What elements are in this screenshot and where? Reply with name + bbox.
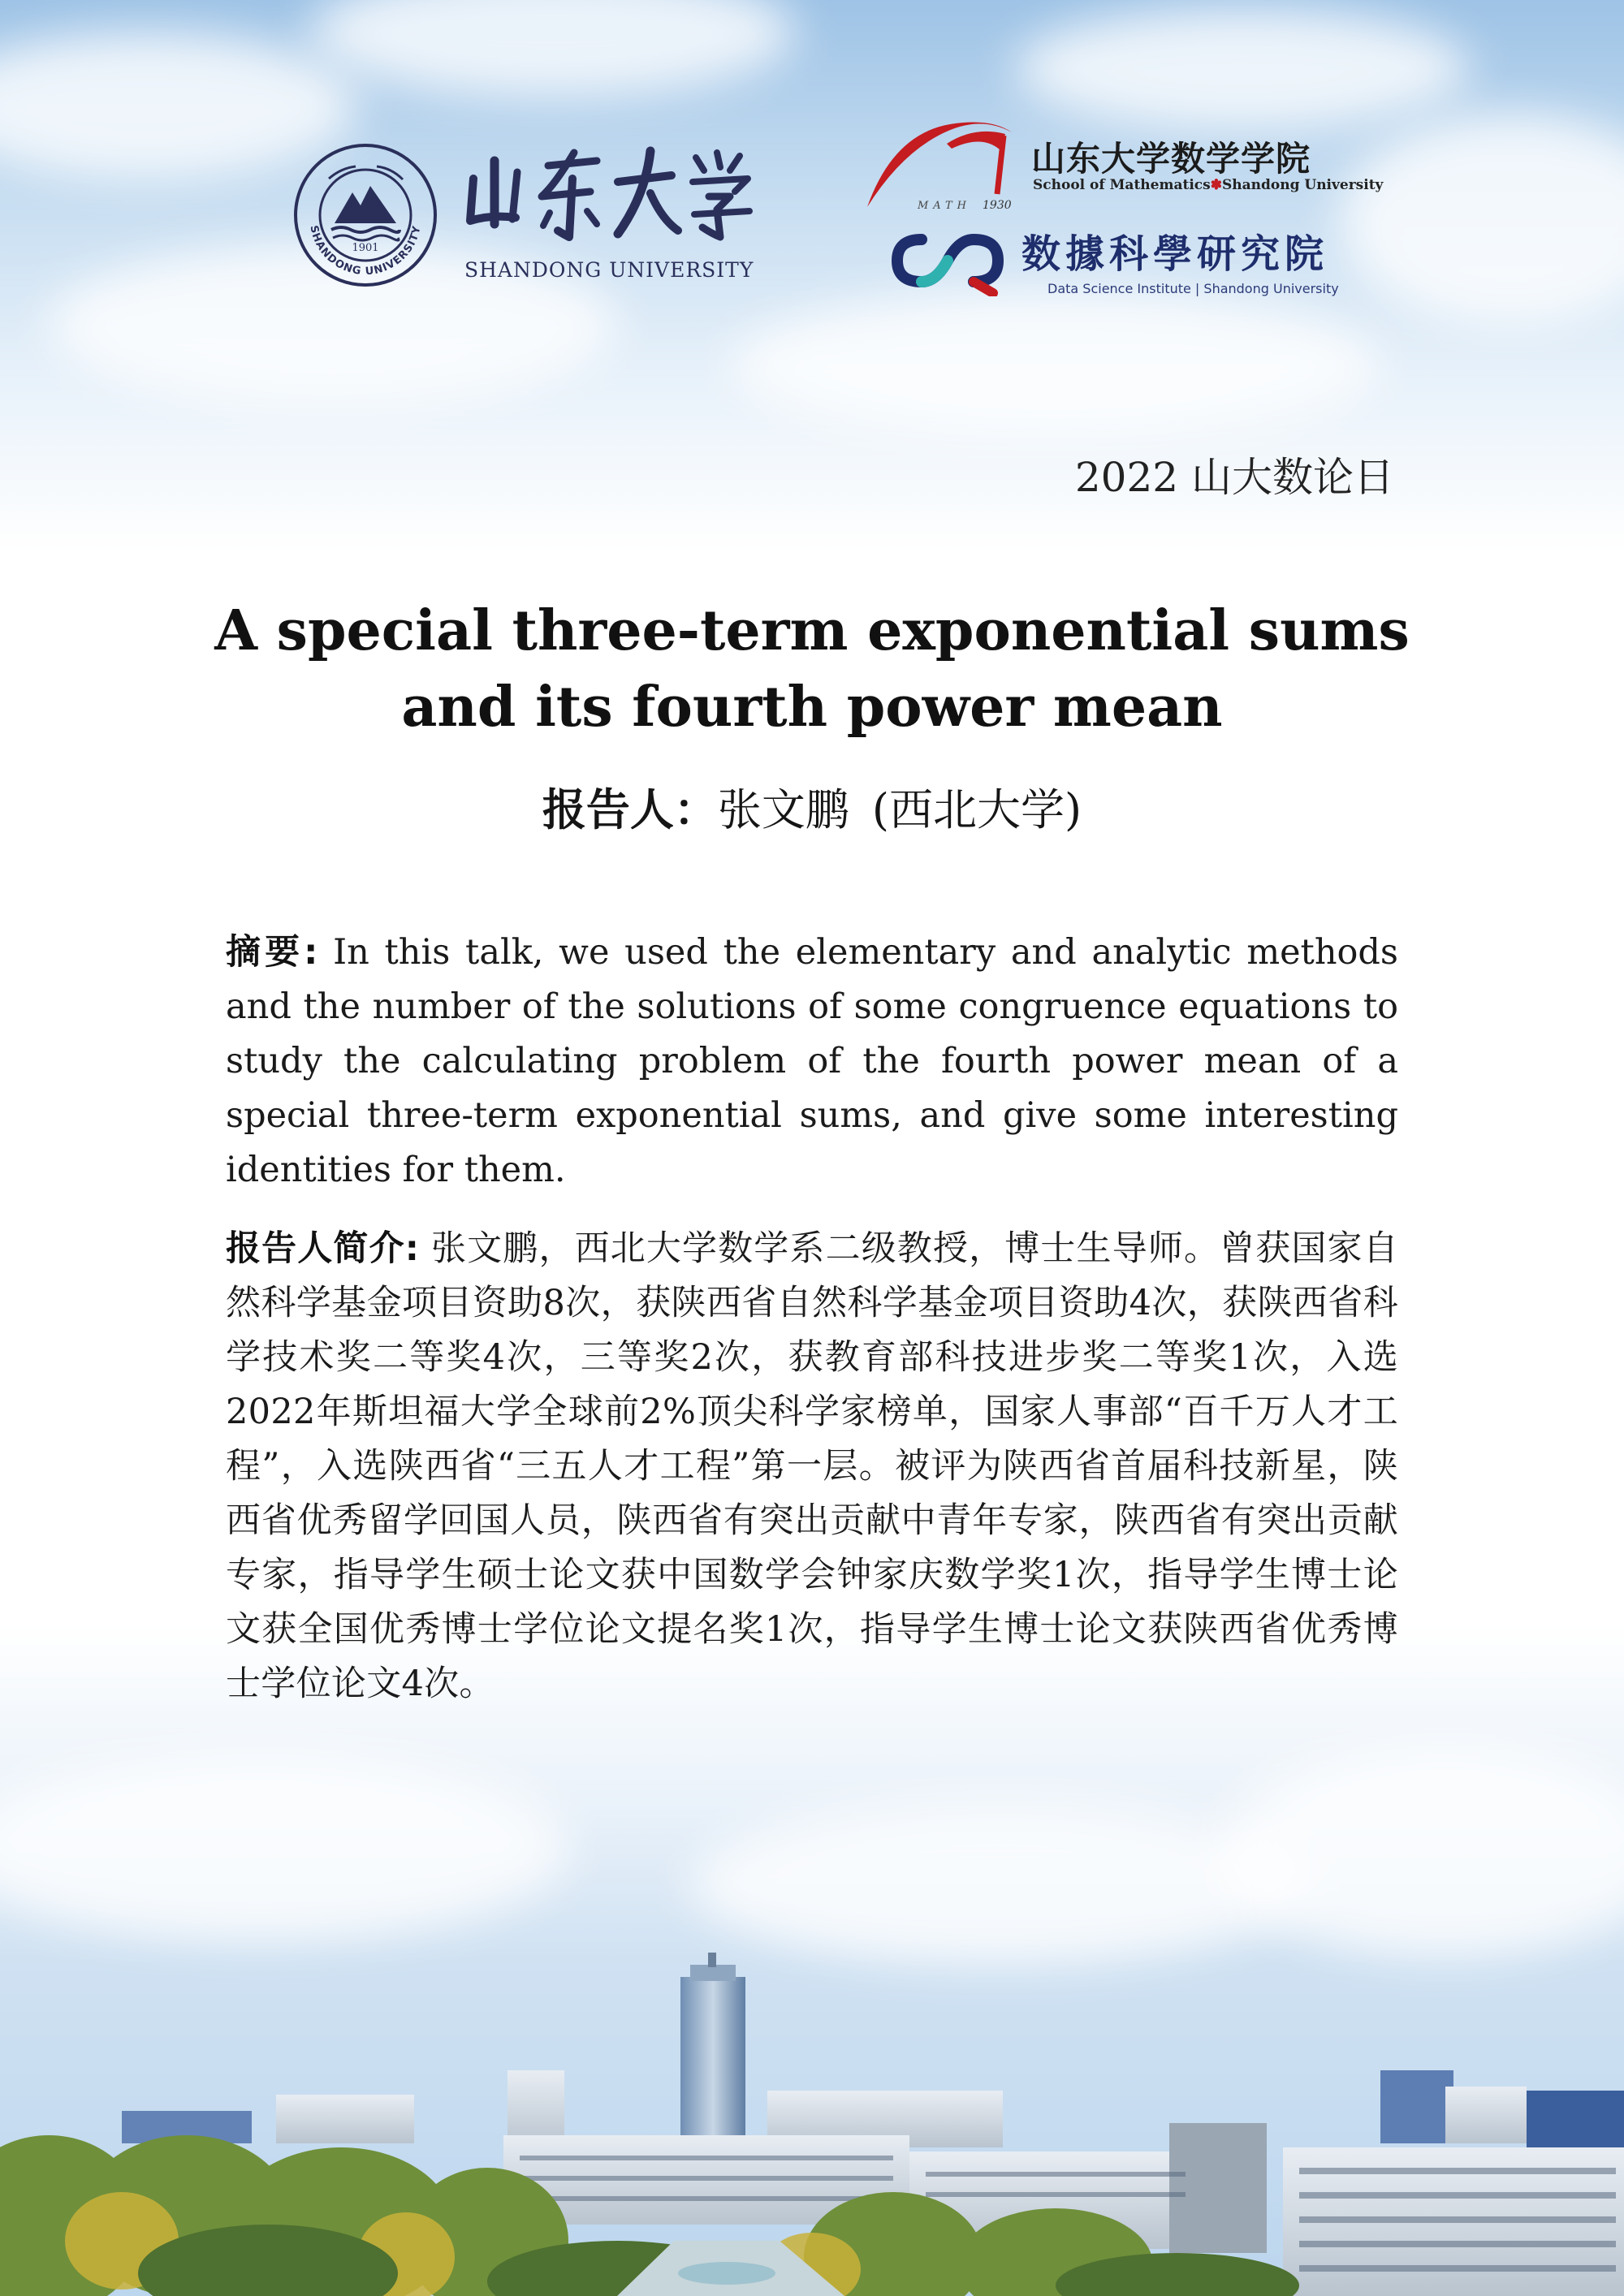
math-school-chinese-name: 山东大学数学学院 xyxy=(1031,139,1311,179)
svg-text:1901: 1901 xyxy=(352,242,379,254)
svg-text:SHANDONG UNIVERSITY: SHANDONG UNIVERSITY xyxy=(307,224,424,278)
cloud xyxy=(1340,114,1624,325)
math-school-english-name xyxy=(1033,177,1383,193)
speaker-label: 报告人： xyxy=(542,784,718,835)
math-school-logo xyxy=(861,110,1384,211)
data-science-institute-logo xyxy=(889,219,1344,309)
math-school-year: 1930 xyxy=(983,199,1012,211)
math-school-english-part1: School of Mathematics xyxy=(1033,177,1211,193)
math-swoosh-icon xyxy=(861,110,1023,211)
bio-label: 报告人简介: xyxy=(226,1228,420,1269)
speaker-line xyxy=(162,775,1462,838)
dsi-infinity-icon xyxy=(889,223,1007,296)
bio-text: 张文鹏，西北大学数学系二级教授，博士生导师。曾获国家自然科学基金项目资助8次，获陕西省自然科学基金项目资助4次，获陕西省科学技术奖二等奖4次，三等奖2次，获教育部科技进步奖二等奖1次，入选2022年斯坦福大学全球前2%顶尖科学家榜单，国家人事部“百千万人才工程”，入选陕西省“三五人才工程”第一层。被评为陕西省首届科技新星，陕西省优秀留学回国人员，陕西省有突出贡献中青年专家，陕西省有突出贡献专家，指导学生硕士论文获中国数学会钟家庆数学奖1次，指导学生博士论文获全国优秀博士学位论文提名奖1次，指导学生博士论文获陕西省优秀博士学位论文4次。 xyxy=(226,1228,1398,1704)
event-name: 2022 山大数论日 xyxy=(1074,454,1394,501)
cloud xyxy=(690,1802,1307,1965)
university-seal-icon xyxy=(292,142,438,288)
dsi-chinese-name: 数據科學研究院 xyxy=(1021,231,1329,277)
abstract-text: In this talk, we used the elementary and analytic methods and the number of the solutions of some congruence equations to study the calculating problem of the fourth power mean of a special three-term exponential sums, and give some interesting identities for them. xyxy=(226,932,1399,1190)
talk-title: A special three-term exponential sums and its fourth power mean xyxy=(214,598,1410,740)
abstract-paragraph xyxy=(226,926,1398,1198)
star-icon: ✽ xyxy=(1210,177,1222,193)
cloud xyxy=(0,1754,568,1940)
campus-skyline-illustration xyxy=(0,1949,1624,2296)
dsi-english-name: Data Science Institute | Shandong University xyxy=(1047,281,1339,296)
speaker-name: 张文鹏 xyxy=(717,784,849,835)
math-school-english-part2: Shandong University xyxy=(1221,177,1384,193)
cloud xyxy=(1218,1746,1624,1957)
cloud xyxy=(731,292,1380,438)
speaker-bio-paragraph xyxy=(226,1222,1398,1711)
shandong-university-logo xyxy=(292,138,763,292)
cloud xyxy=(309,0,796,97)
abstract-label: 摘要: xyxy=(226,932,318,973)
speaker-affiliation: (西北大学) xyxy=(871,784,1082,835)
svg-text:MATH: MATH xyxy=(918,200,971,211)
shandong-university-calligraphy xyxy=(459,146,759,244)
university-english-name: SHANDONG UNIVERSITY xyxy=(464,258,754,282)
